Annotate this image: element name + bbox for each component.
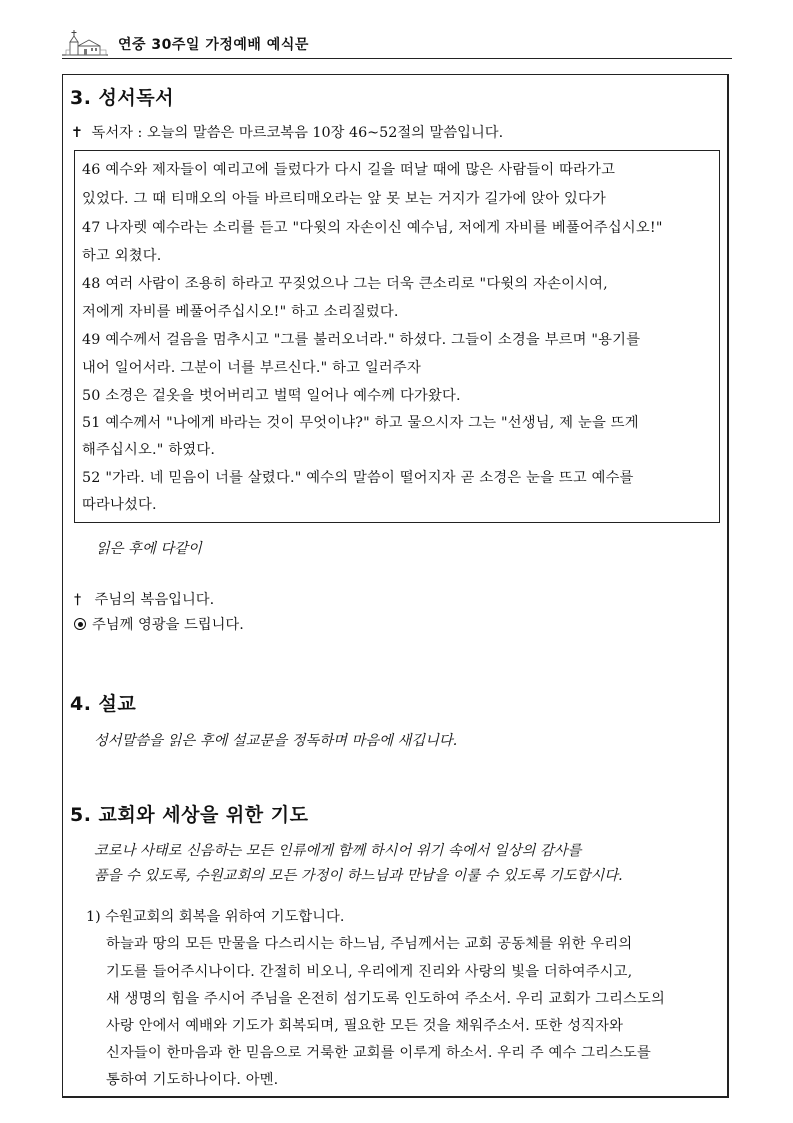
- verse-line: 51 예수께서 "나에게 바라는 것이 무엇이냐?" 하고 물으시자 그는 "선생님, 제 눈을 뜨게: [82, 415, 639, 431]
- page-header: [62, 28, 732, 59]
- verse-line: 있었다. 그 때 티매오의 아들 바르티매오라는 앞 못 보는 거지가 길가에 앉아 있다가: [82, 191, 607, 207]
- reader-line-text: 독서자 : 오늘의 말씀은 마르코복음 10장 46~52절의 말씀입니다.: [91, 125, 504, 141]
- verse-line: 저에게 자비를 베풀어주십시오!" 하고 소리질렀다.: [82, 304, 399, 320]
- response-leader-text: 주님의 복음입니다.: [94, 592, 215, 608]
- verse-line: 내어 일어서라. 그분이 너를 부르신다." 하고 일러주자: [82, 360, 421, 376]
- prayer-intro-line: 코로나 사태로 신음하는 모든 인류에게 함께 하시어 위기 속에서 일상의 감사를: [94, 843, 582, 859]
- cross-icon: ✝: [71, 125, 83, 141]
- verse-line: 49 예수께서 걸음을 멈추시고 "그를 불러오너라." 하셨다. 그들이 소경을 부르며 "용기를: [82, 332, 641, 348]
- verse-line: 46 예수와 제자들이 예리고에 들렀다가 다시 길을 떠날 때에 많은 사람들이 따라가고: [82, 162, 616, 178]
- verse-line: 47 나자렛 예수라는 소리를 듣고 "다윗의 자손이신 예수님, 저에게 자비를 베풀어주십시오!": [82, 220, 663, 236]
- prayer-line: 하늘과 땅의 모든 만물을 다스리시는 하느님, 주님께서는 교회 공동체를 위한 우리의: [106, 936, 633, 952]
- verse-line: 50 소경은 겉옷을 벗어버리고 벌떡 일어나 예수께 다가왔다.: [82, 388, 461, 404]
- verse-line: 따라나섰다.: [82, 497, 157, 513]
- response-people: [74, 614, 244, 634]
- bullseye-icon: [74, 618, 86, 630]
- prayer-line: 통하여 기도하나이다. 아멘.: [106, 1072, 279, 1088]
- response-people-text: 주님께 영광을 드립니다.: [92, 617, 244, 633]
- section-5-heading: 5. 교회와 세상을 위한 기도: [70, 804, 309, 826]
- verse-line: 48 여러 사람이 조용히 하라고 꾸짖었으나 그는 더욱 큰소리로 "다윗의 자손이시여,: [82, 276, 608, 292]
- verse-line: 52 "가라. 네 믿음이 너를 살렸다." 예수의 말씀이 떨어지자 곧 소경은 눈을 뜨고 예수를: [82, 470, 634, 486]
- verse-line: 하고 외쳤다.: [82, 248, 162, 264]
- response-leader: [74, 589, 214, 609]
- prayer-intro-line: 품을 수 있도록, 수원교회의 모든 가정이 하느님과 만남을 이룰 수 있도록 기도합시다.: [94, 868, 623, 884]
- verse-line: 해주십시오." 하였다.: [82, 442, 216, 458]
- prayer-line: 신자들이 한마음과 한 믿음으로 거룩한 교회를 이루게 하소서. 우리 주 예수 그리스도를: [106, 1045, 651, 1061]
- prayer-line: 새 생명의 힘을 주시어 주님을 온전히 섬기도록 인도하여 주소서. 우리 교회가 그리스도의: [106, 991, 665, 1007]
- prayer-line: 사랑 안에서 예배와 기도가 회복되며, 필요한 모든 것을 채워주소서. 또한 성직자와: [106, 1018, 624, 1034]
- after-reading-note: 읽은 후에 다같이: [96, 541, 202, 557]
- dagger-icon: †: [74, 592, 82, 608]
- prayer-item-1-title: 1) 수원교회의 회복을 위하여 기도합니다.: [86, 909, 345, 925]
- reader-line: [71, 122, 503, 142]
- section-3-heading: 3. 성서독서: [70, 87, 174, 109]
- header-title: 연중 30주일 가정예배 예식문: [118, 37, 309, 53]
- sermon-instruction: 성서말씀을 읽은 후에 설교문을 정독하며 마음에 새깁니다.: [94, 733, 458, 749]
- section-4-heading: 4. 설교: [70, 693, 137, 715]
- church-logo-icon: [62, 28, 108, 56]
- prayer-line: 기도를 들어주시나이다. 간절히 비오니, 우리에게 진리와 사랑의 빛을 더하여주시고,: [106, 964, 633, 980]
